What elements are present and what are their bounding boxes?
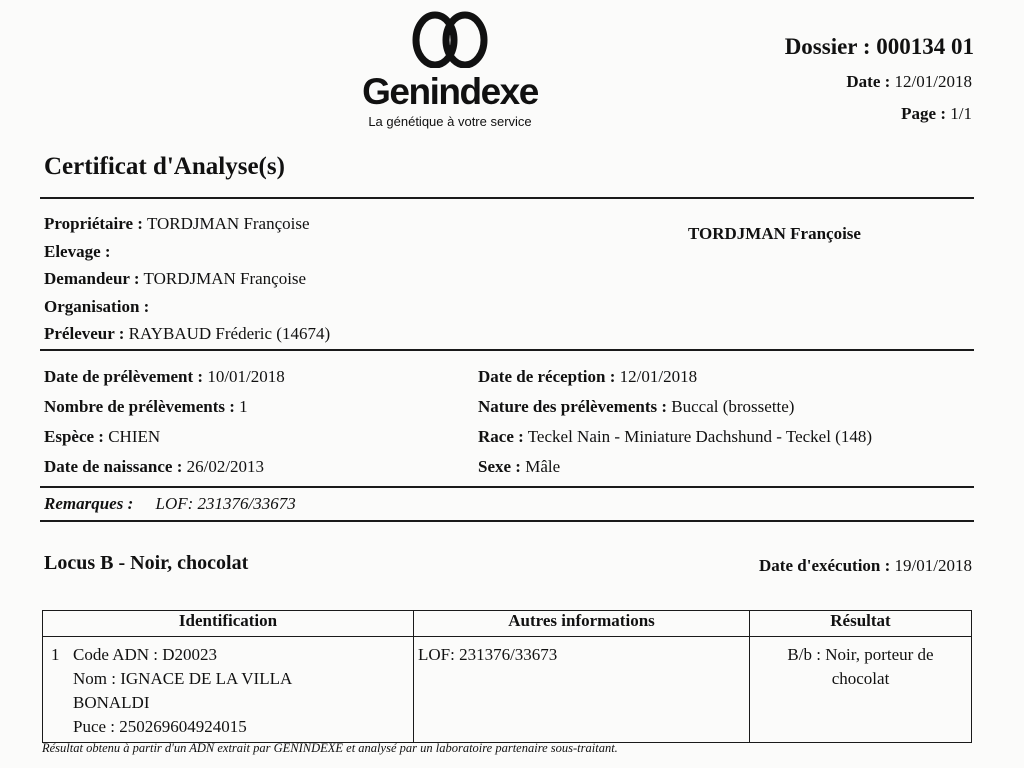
resultat-cell [750, 637, 972, 743]
resultat-line2: chocolat [831, 669, 890, 688]
date-naissance-line: Date de naissance : 26/02/2013 [44, 457, 265, 476]
proprietaire-line: Propriétaire : TORDJMAN Françoise [44, 214, 310, 233]
footnote: Résultat obtenu à partir d'un ADN extrait par GENINDEXE et analysé par un laboratoire partenaire sous-traitant. [42, 741, 618, 755]
owner-block [44, 210, 330, 348]
table-header-row [43, 611, 972, 637]
row-index: 1 [51, 645, 60, 664]
nombre-prelevements-line: Nombre de prélèvements : 1 [44, 397, 248, 416]
logo-tagline: La génétique à votre service [368, 114, 532, 129]
remarques-line: Remarques : LOF: 231376/33673 [44, 494, 296, 513]
preleveur-line: Préleveur : RAYBAUD Fréderic (14674) [44, 324, 331, 343]
race-line: Race : Teckel Nain - Miniature Dachshund - Teckel (148) [478, 427, 873, 446]
date-prelevement-line: Date de prélèvement : 10/01/2018 [44, 367, 285, 386]
dossier-page: Page : 1/1 [901, 104, 972, 123]
recipient-name: TORDJMAN Françoise [688, 224, 861, 243]
table-row [43, 637, 972, 743]
autres-informations-cell: LOF: 231376/33673 [414, 637, 750, 743]
sexe-line: Sexe : Mâle [478, 457, 561, 476]
sample-block-right [478, 362, 872, 482]
animal-name: Nom : IGNACE DE LA VILLA [73, 669, 293, 688]
dossier-label: Dossier : [784, 34, 871, 59]
nature-prelevements-line: Nature des prélèvements : Buccal (brossette) [478, 397, 795, 416]
demandeur-line: Demandeur : TORDJMAN Françoise [44, 269, 307, 288]
header-autres-informations: Autres informations [414, 611, 750, 637]
divider [40, 197, 974, 199]
date-reception-line: Date de réception : 12/01/2018 [478, 367, 698, 386]
divider [40, 520, 974, 522]
logo-brand: Genindexe [362, 71, 538, 112]
elevage-line: Elevage : [44, 241, 111, 261]
puce-number: Puce : 250269604924015 [73, 717, 247, 736]
execution-date: Date d'exécution : 19/01/2018 [759, 556, 972, 575]
logo [330, 8, 570, 133]
header-resultat: Résultat [750, 611, 972, 637]
header-identification: Identification [43, 611, 414, 637]
dossier-number: 000134 01 [876, 34, 974, 59]
sample-block-left [44, 362, 285, 482]
dossier-heading [785, 34, 974, 60]
espece-line: Espèce : CHIEN [44, 427, 161, 446]
page-title: Certificat d'Analyse(s) [44, 153, 285, 180]
dossier-date: Date : 12/01/2018 [846, 72, 972, 91]
organisation-line: Organisation : [44, 296, 150, 316]
code-adn: Code ADN : D20023 [73, 645, 218, 664]
divider [40, 349, 974, 351]
locus-title: Locus B - Noir, chocolat [44, 552, 249, 574]
animal-name-cont: BONALDI [73, 693, 150, 712]
divider [40, 486, 974, 488]
resultat-line1: B/b : Noir, porteur de [787, 645, 934, 664]
identification-cell [43, 637, 414, 743]
results-table [42, 610, 972, 743]
genindexe-logo-icon [330, 8, 570, 68]
